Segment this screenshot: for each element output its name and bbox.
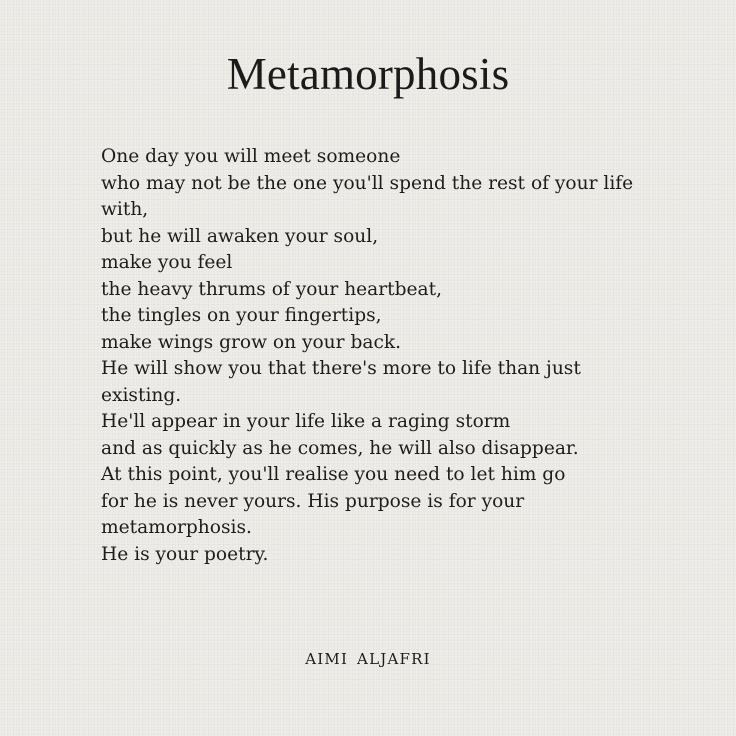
poem-title: Metamorphosis (226, 49, 510, 99)
poem-line: the heavy thrums of your heartbeat, (101, 278, 442, 300)
poem-line: make you feel (101, 252, 233, 273)
poem-line: make wings grow on your back. (101, 331, 402, 353)
poem-line: for he is never yours. His purpose is for your (101, 490, 525, 512)
poem-line: existing. (101, 384, 182, 406)
poem-line: He will show you that there's more to life than just (101, 358, 581, 379)
author-name: AIMI ALJAFRI (305, 650, 431, 668)
poem-line: metamorphosis. (101, 517, 252, 538)
poem-line: He is your poetry. (101, 543, 269, 565)
poem-line: who may not be the one you'll spend the rest of your life (101, 172, 634, 194)
poem-line: At this point, you'll realise you need to let him go (101, 464, 566, 485)
poem-line: and as quickly as he comes, he will also disappear. (101, 437, 579, 459)
poem-line: but he will awaken your soul, (101, 225, 379, 247)
poem-line: with, (101, 199, 149, 220)
poem-line: He'll appear in your life like a raging storm (101, 411, 511, 432)
poem-line: One day you will meet someone (101, 146, 401, 167)
poem-line: the tingles on your fingertips, (101, 305, 382, 326)
poem-body (101, 144, 701, 568)
